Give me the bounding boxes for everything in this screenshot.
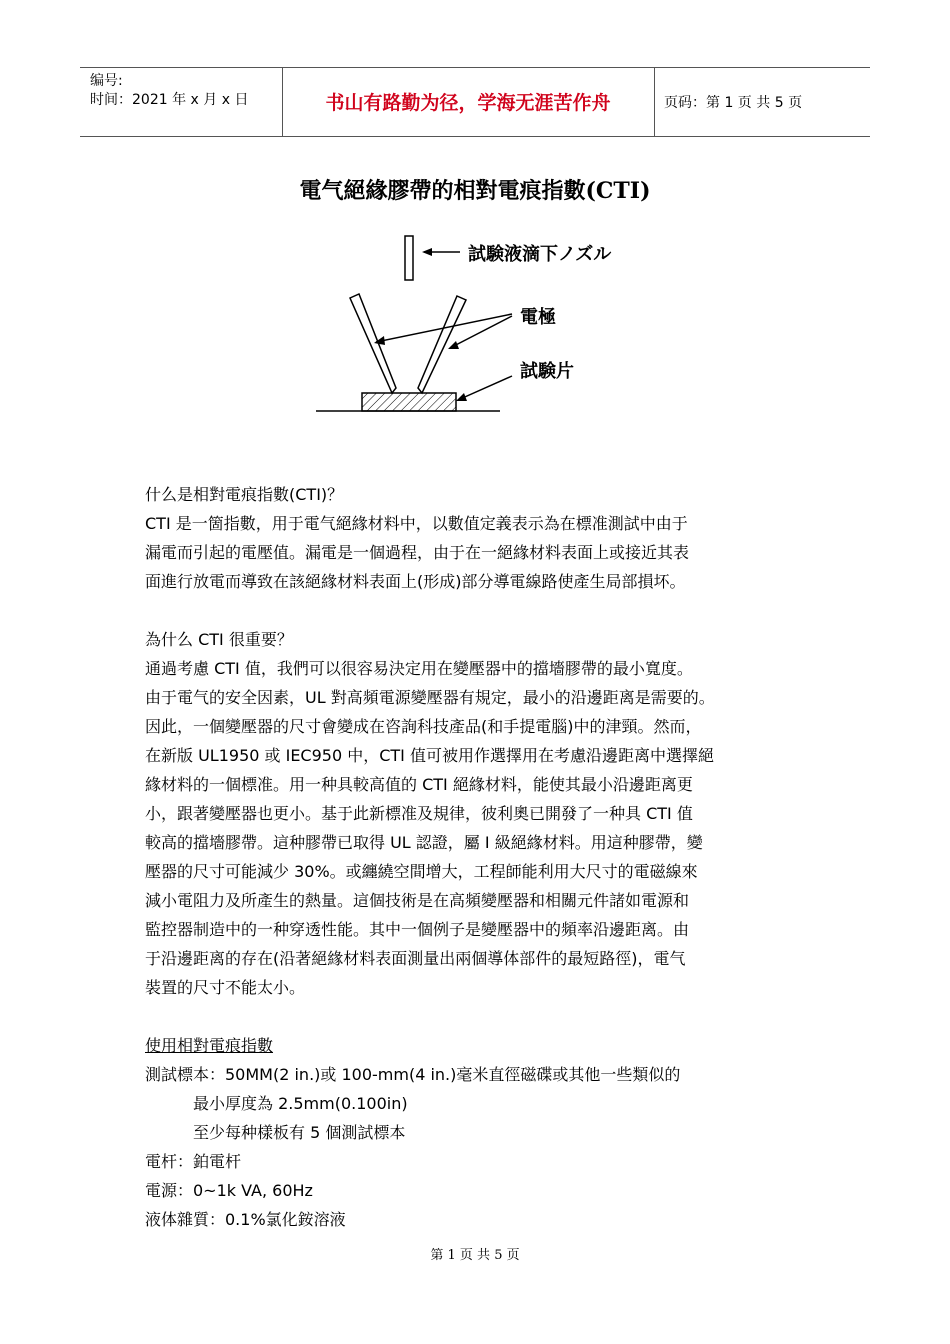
specimen-block [362, 393, 456, 411]
number-label: 编号: [90, 73, 123, 89]
sample-line: 測試標本：50MM(2 in.)或 100-mm(4 in.)毫米直徑磁碟或其他一些類似的 [145, 1065, 681, 1084]
page-code: 页码：第 1 页 共 5 页 [664, 95, 803, 111]
sample-count-line: 至少每种樣板有 5 個測試標本 [193, 1123, 406, 1142]
paragraph-line: 壓器的尺寸可能減少 30%。或纏繞空間增大，工程師能利用大尺寸的電磁線來 [145, 862, 698, 881]
min-thickness-line: 最小厚度為 2.5mm(0.100in) [193, 1094, 408, 1113]
paragraph-line: 較高的擋墻膠帶。這种膠帶已取得 UL 認證，屬 I 級絕緣材料。用這种膠帶，變 [145, 833, 703, 852]
paragraph-line: CTI 是一箇指數，用于電气絕緣材料中，以數值定義表示為在標准測試中由于 [145, 514, 688, 533]
specimen-label: 試験片 [520, 361, 574, 382]
section1-heading: 什么是相對電痕指數(CTI)？ [145, 485, 344, 504]
left-electrode [350, 294, 396, 393]
page-footer: 第 1 页 共 5 页 [430, 1248, 520, 1263]
document-title: 電气絕緣膠帶的相對電痕指數(CTI) [299, 178, 651, 204]
cti-test-diagram [312, 228, 642, 420]
section3-heading: 使用相對電痕指數 [145, 1036, 274, 1055]
header-page-cell [654, 68, 870, 136]
nozzle-shape [405, 236, 413, 280]
paragraph-line: 小，跟著變壓器也更小。基于此新標准及規律，彼利奧已開發了一种具 CTI 值 [145, 804, 693, 823]
paragraph-line: 在新版 UL1950 或 IEC950 中，CTI 值可被用作選擇用在考慮沿邊距离中選擇絕 [145, 746, 714, 765]
nozzle-label: 試験液滴下ノズル [468, 244, 612, 265]
paragraph-line: 減小電阻力及所產生的熱量。這個技術是在高頻變壓器和相關元件諸如電源和 [145, 891, 690, 910]
paragraph-line: 由于電气的安全因素，UL 對高頻電源變壓器有規定，最小的沿邊距离是需要的。 [145, 688, 715, 707]
paragraph-line: 漏電而引起的電壓值。漏電是一個過程，由于在一絕緣材料表面上或接近其表 [145, 543, 690, 562]
paragraph-line: 面進行放電而導致在該絕緣材料表面上(形成)部分導電線路使產生局部損坏。 [145, 572, 686, 591]
paragraph-line: 于沿邊距离的存在(沿著絕緣材料表面測量出兩個導体部件的最短路徑)，電气 [145, 949, 686, 968]
electrode-line: 電杆：鉑電杆 [145, 1152, 242, 1171]
paragraph-line: 通過考慮 CTI 值，我們可以很容易決定用在變壓器中的擋墻膠帶的最小寬度。 [145, 659, 693, 678]
date-label: 时间：2021 年 x 月 x 日 [90, 92, 249, 108]
page-header [80, 67, 870, 137]
header-info-cell [80, 68, 283, 136]
section2-heading: 為什么 CTI 很重要？ [145, 630, 293, 649]
power-line: 電源：0~1k VA, 60Hz [145, 1181, 313, 1200]
document-body [145, 480, 825, 1234]
paragraph-line: 監控器制造中的一种穿透性能。其中一個例子是變壓器中的頻率沿邊距离。由 [145, 920, 690, 939]
electrode-label: 電極 [520, 307, 556, 328]
paragraph-line: 裝置的尺寸不能太小。 [145, 978, 306, 997]
motto-text: 书山有路勤为径，学海无涯苦作舟 [325, 92, 611, 114]
paragraph-line: 因此，一個變壓器的尺寸會變成在咨詢科技產品(和手提電腦)中的津頸。然而， [145, 717, 702, 736]
liquid-line: 液体雜質：0.1%氯化銨溶液 [145, 1210, 346, 1229]
header-motto-cell [282, 68, 655, 136]
paragraph-line: 緣材料的一個標准。用一种具較高值的 CTI 絕緣材料，能使其最小沿邊距离更 [145, 775, 693, 794]
right-electrode [418, 296, 466, 393]
